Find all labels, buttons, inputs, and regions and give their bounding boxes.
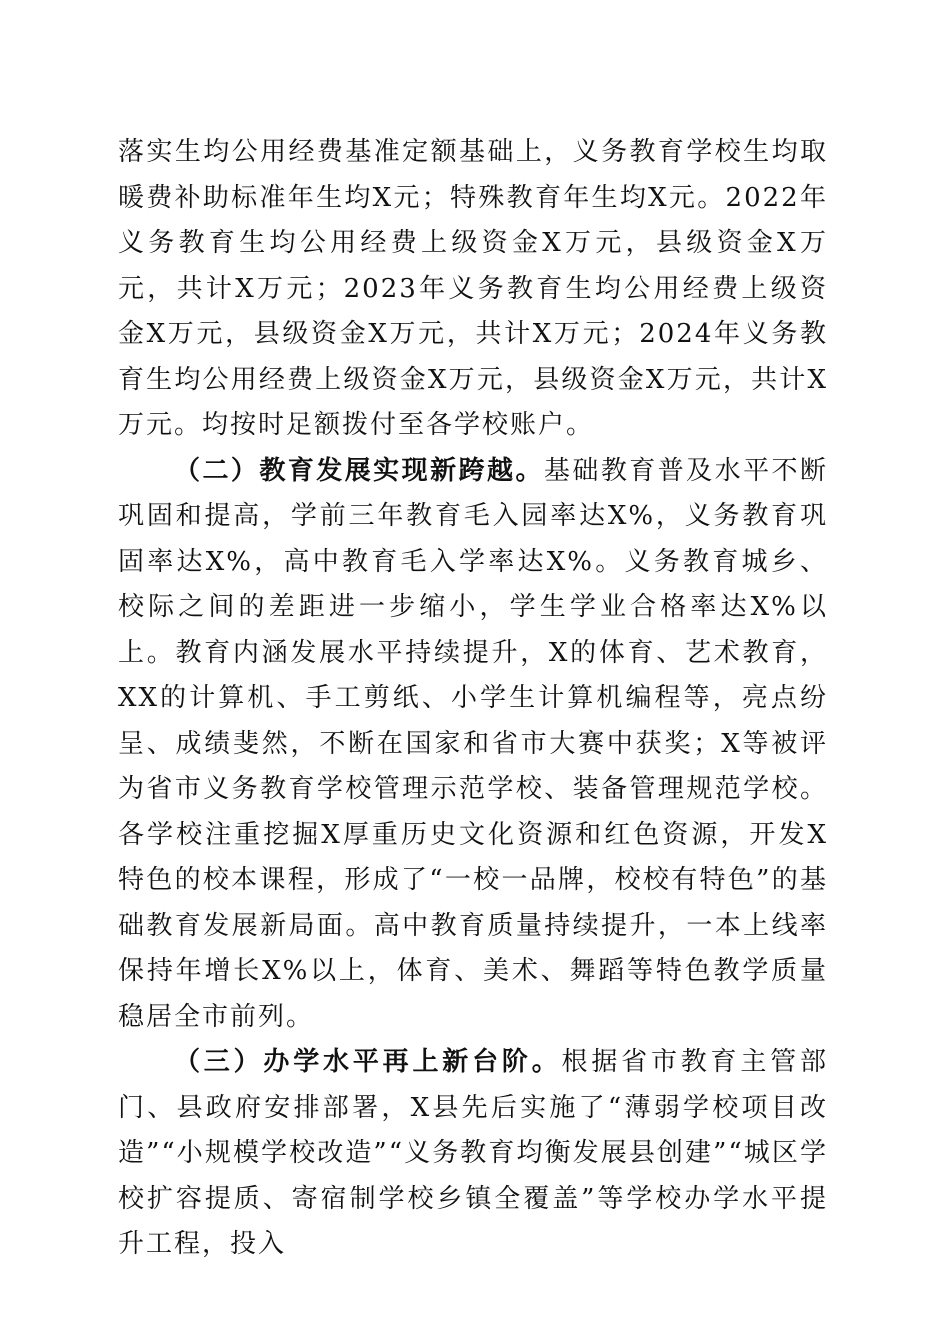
body-text: [118, 130, 828, 1268]
paragraph-education-development-text: 基础教育普及水平不断巩固和提高，学前三年教育毛入园率达X%，义务教育巩固率达X%，高中教育毛入学率达X%。义务教育城乡、校际之间的差距进一步缩小，学生学业合格率达X%以上。教育内涵发展水平持续提升，X的体育、艺术教育，XX的计算机、手工剪纸、小学生计算机编程等，亮点纷呈、成绩斐然，不断在国家和省市大赛中获奖；X等被评为省市义务教育学校管理示范学校、装备管理规范学校。各学校注重挖掘X厚重历史文化资源和红色资源，开发X特色的校本课程，形成了“一校一品牌，校校有特色”的基础教育发展新局面。高中教育质量持续提升，一本上线率保持年增长X%以上，体育、美术、舞蹈等特色教学质量稳居全市前列。: [118, 455, 828, 1032]
section-heading-3: （三）办学水平再上新台阶。: [174, 1047, 562, 1077]
paragraph-funding-text: 落实生均公用经费基准定额基础上，义务教育学校生均取暖费补助标准年生均X元；特殊教育年生均X元。2022年义务教育生均公用经费上级资金X万元，县级资金X万元，共计X万元；2023年义务教育生均公用经费上级资金X万元，县级资金X万元，共计X万元；2024年义务教育生均公用经费上级资金X万元，县级资金X万元，共计X万元。均按时足额拨付至各学校账户。: [118, 137, 828, 440]
paragraph-funding: [118, 130, 828, 449]
paragraph-education-development: [118, 449, 828, 1041]
section-heading-2: （二）教育发展实现新跨越。: [174, 455, 544, 486]
paragraph-school-level: [118, 1040, 828, 1268]
paragraph-school-level-text: 根据省市教育主管部门、县政府安排部署，X县先后实施了“薄弱学校项目改造”“小规模学校改造”“义务教育均衡发展县创建”“城区学校扩容提质、寄宿制学校乡镇全覆盖”等学校办学水平提升工程，投入: [118, 1047, 828, 1259]
